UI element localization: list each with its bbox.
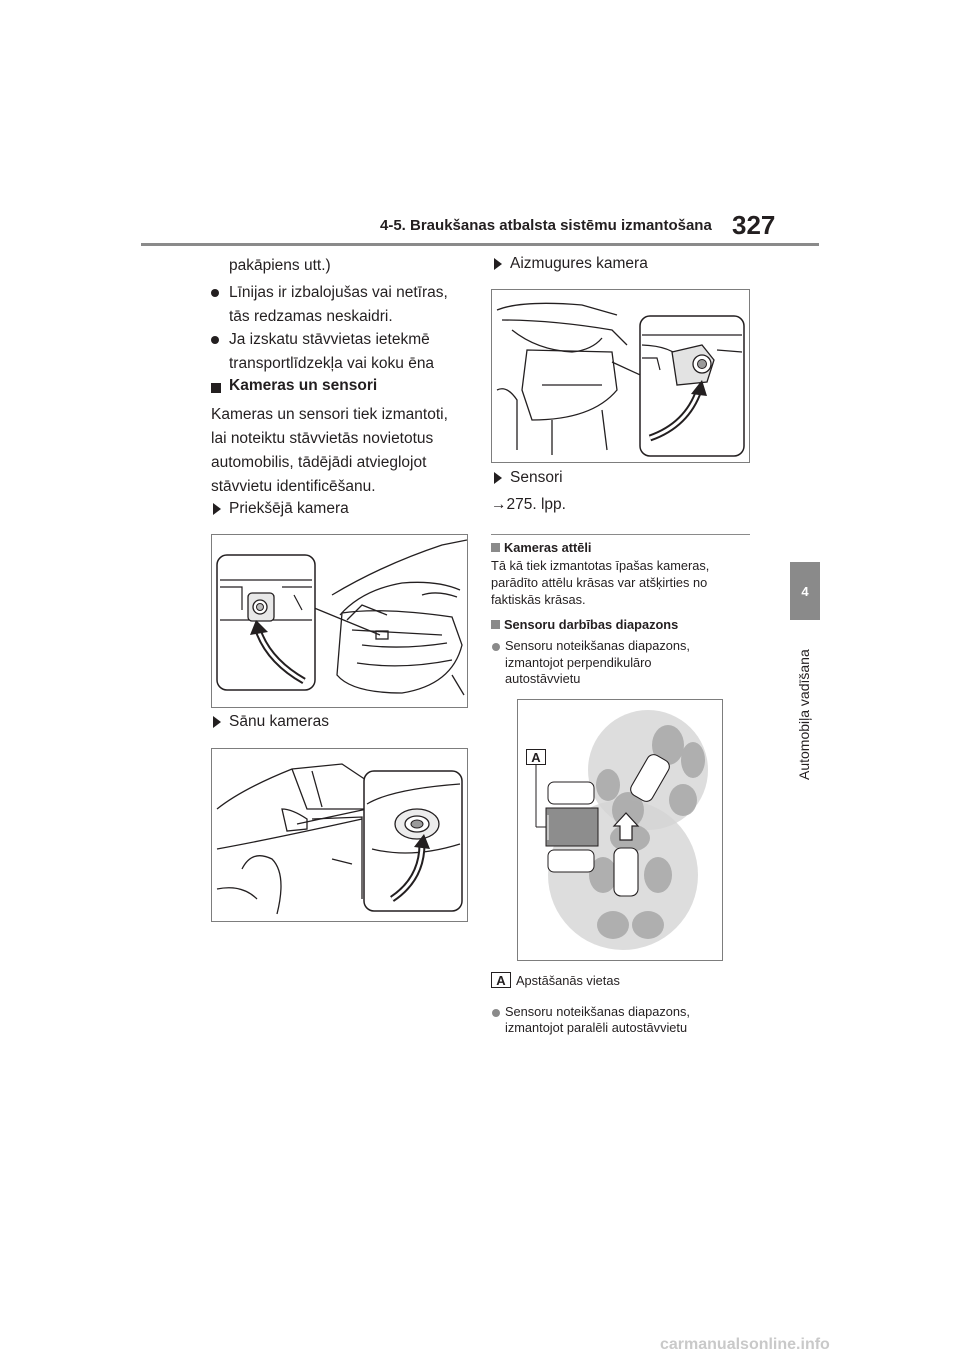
watermark: carmanualsonline.info (660, 1336, 830, 1353)
camera-images-line-3: faktiskās krāsas. (491, 592, 586, 607)
front-camera-label: Priekšējā kamera (229, 500, 349, 517)
chapter-tab[interactable] (790, 562, 820, 620)
note-square (491, 620, 500, 629)
paragraph-line-1: Kameras un sensori tiek izmantoti, (211, 406, 448, 423)
paragraph-line-3: automobilis, tādējādi atvieglojot (211, 454, 427, 471)
note-dot (492, 643, 500, 651)
callout-a-box: A (526, 749, 546, 765)
bullet-2-line1: Ja izskatu stāvvietas ietekmē (229, 331, 430, 348)
bullet-2-line2: transportlīdzekļa vai koku ēna (229, 355, 435, 372)
chapter-label: Automobiļa vadīšana (796, 649, 812, 780)
page-number: 327 (732, 210, 776, 240)
paragraph-line-2: lai noteiktu stāvvietās novietotus (211, 430, 434, 447)
section-heading: Kameras un sensori (229, 377, 378, 394)
section-title: 4-5. Braukšanas atbalsta sistēmu izmantošana (380, 217, 712, 234)
continued-text: pakāpiens utt.) (229, 257, 331, 274)
triangle-marker (494, 472, 502, 484)
perpendicular-line-1: Sensoru noteikšanas diapazons, (505, 638, 690, 653)
heading-square (211, 383, 221, 393)
sensors-page-ref[interactable]: →275. lpp. (491, 496, 566, 513)
chapter-label-wrap (787, 630, 823, 780)
parallel-line-1: Sensoru noteikšanas diapazons, (505, 1004, 690, 1019)
paragraph-line-4: stāvvietu identificēšanu. (211, 478, 376, 495)
camera-images-line-1: Tā kā tiek izmantotas īpašas kameras, (491, 558, 710, 573)
sensor-range-illustration (518, 700, 722, 960)
front-camera-illustration (212, 535, 467, 707)
chapter-number: 4 (801, 583, 809, 599)
triangle-marker (494, 258, 502, 270)
callout-caption: Apstāšanās vietas (516, 973, 620, 988)
note-dot (492, 1009, 500, 1017)
triangle-marker (213, 503, 221, 515)
rear-camera-illustration (492, 290, 749, 462)
perpendicular-line-2: izmantojot perpendikulāro (505, 655, 652, 670)
bullet-dot (211, 336, 219, 344)
sensor-range-heading: Sensoru darbības diapazons (504, 617, 679, 632)
camera-images-heading: Kameras attēli (504, 540, 592, 555)
triangle-marker (213, 716, 221, 728)
front-camera-figure (211, 534, 468, 708)
notes-separator (491, 534, 750, 535)
bullet-1-line1: Līnijas ir izbalojušas vai netīras, (229, 284, 448, 301)
note-square (491, 543, 500, 552)
bullet-dot (211, 289, 219, 297)
sensors-label: Sensori (510, 469, 563, 486)
side-cameras-figure (211, 748, 468, 922)
rear-camera-label: Aizmugures kamera (510, 255, 648, 272)
sensor-range-diagram (517, 699, 723, 961)
parallel-line-2: izmantojot paralēli autostāvvietu (505, 1020, 688, 1035)
camera-images-line-2: parādīto attēlu krāsas var atšķirties no (491, 575, 708, 590)
callout-a-legend-box: A (491, 972, 511, 988)
bullet-1-line2: tās redzamas neskaidri. (229, 308, 393, 325)
side-cameras-label: Sānu kameras (229, 713, 329, 730)
perpendicular-line-3: autostāvvietu (505, 671, 581, 686)
header-rule (141, 243, 819, 246)
rear-camera-figure (491, 289, 750, 463)
side-cameras-illustration (212, 749, 467, 921)
